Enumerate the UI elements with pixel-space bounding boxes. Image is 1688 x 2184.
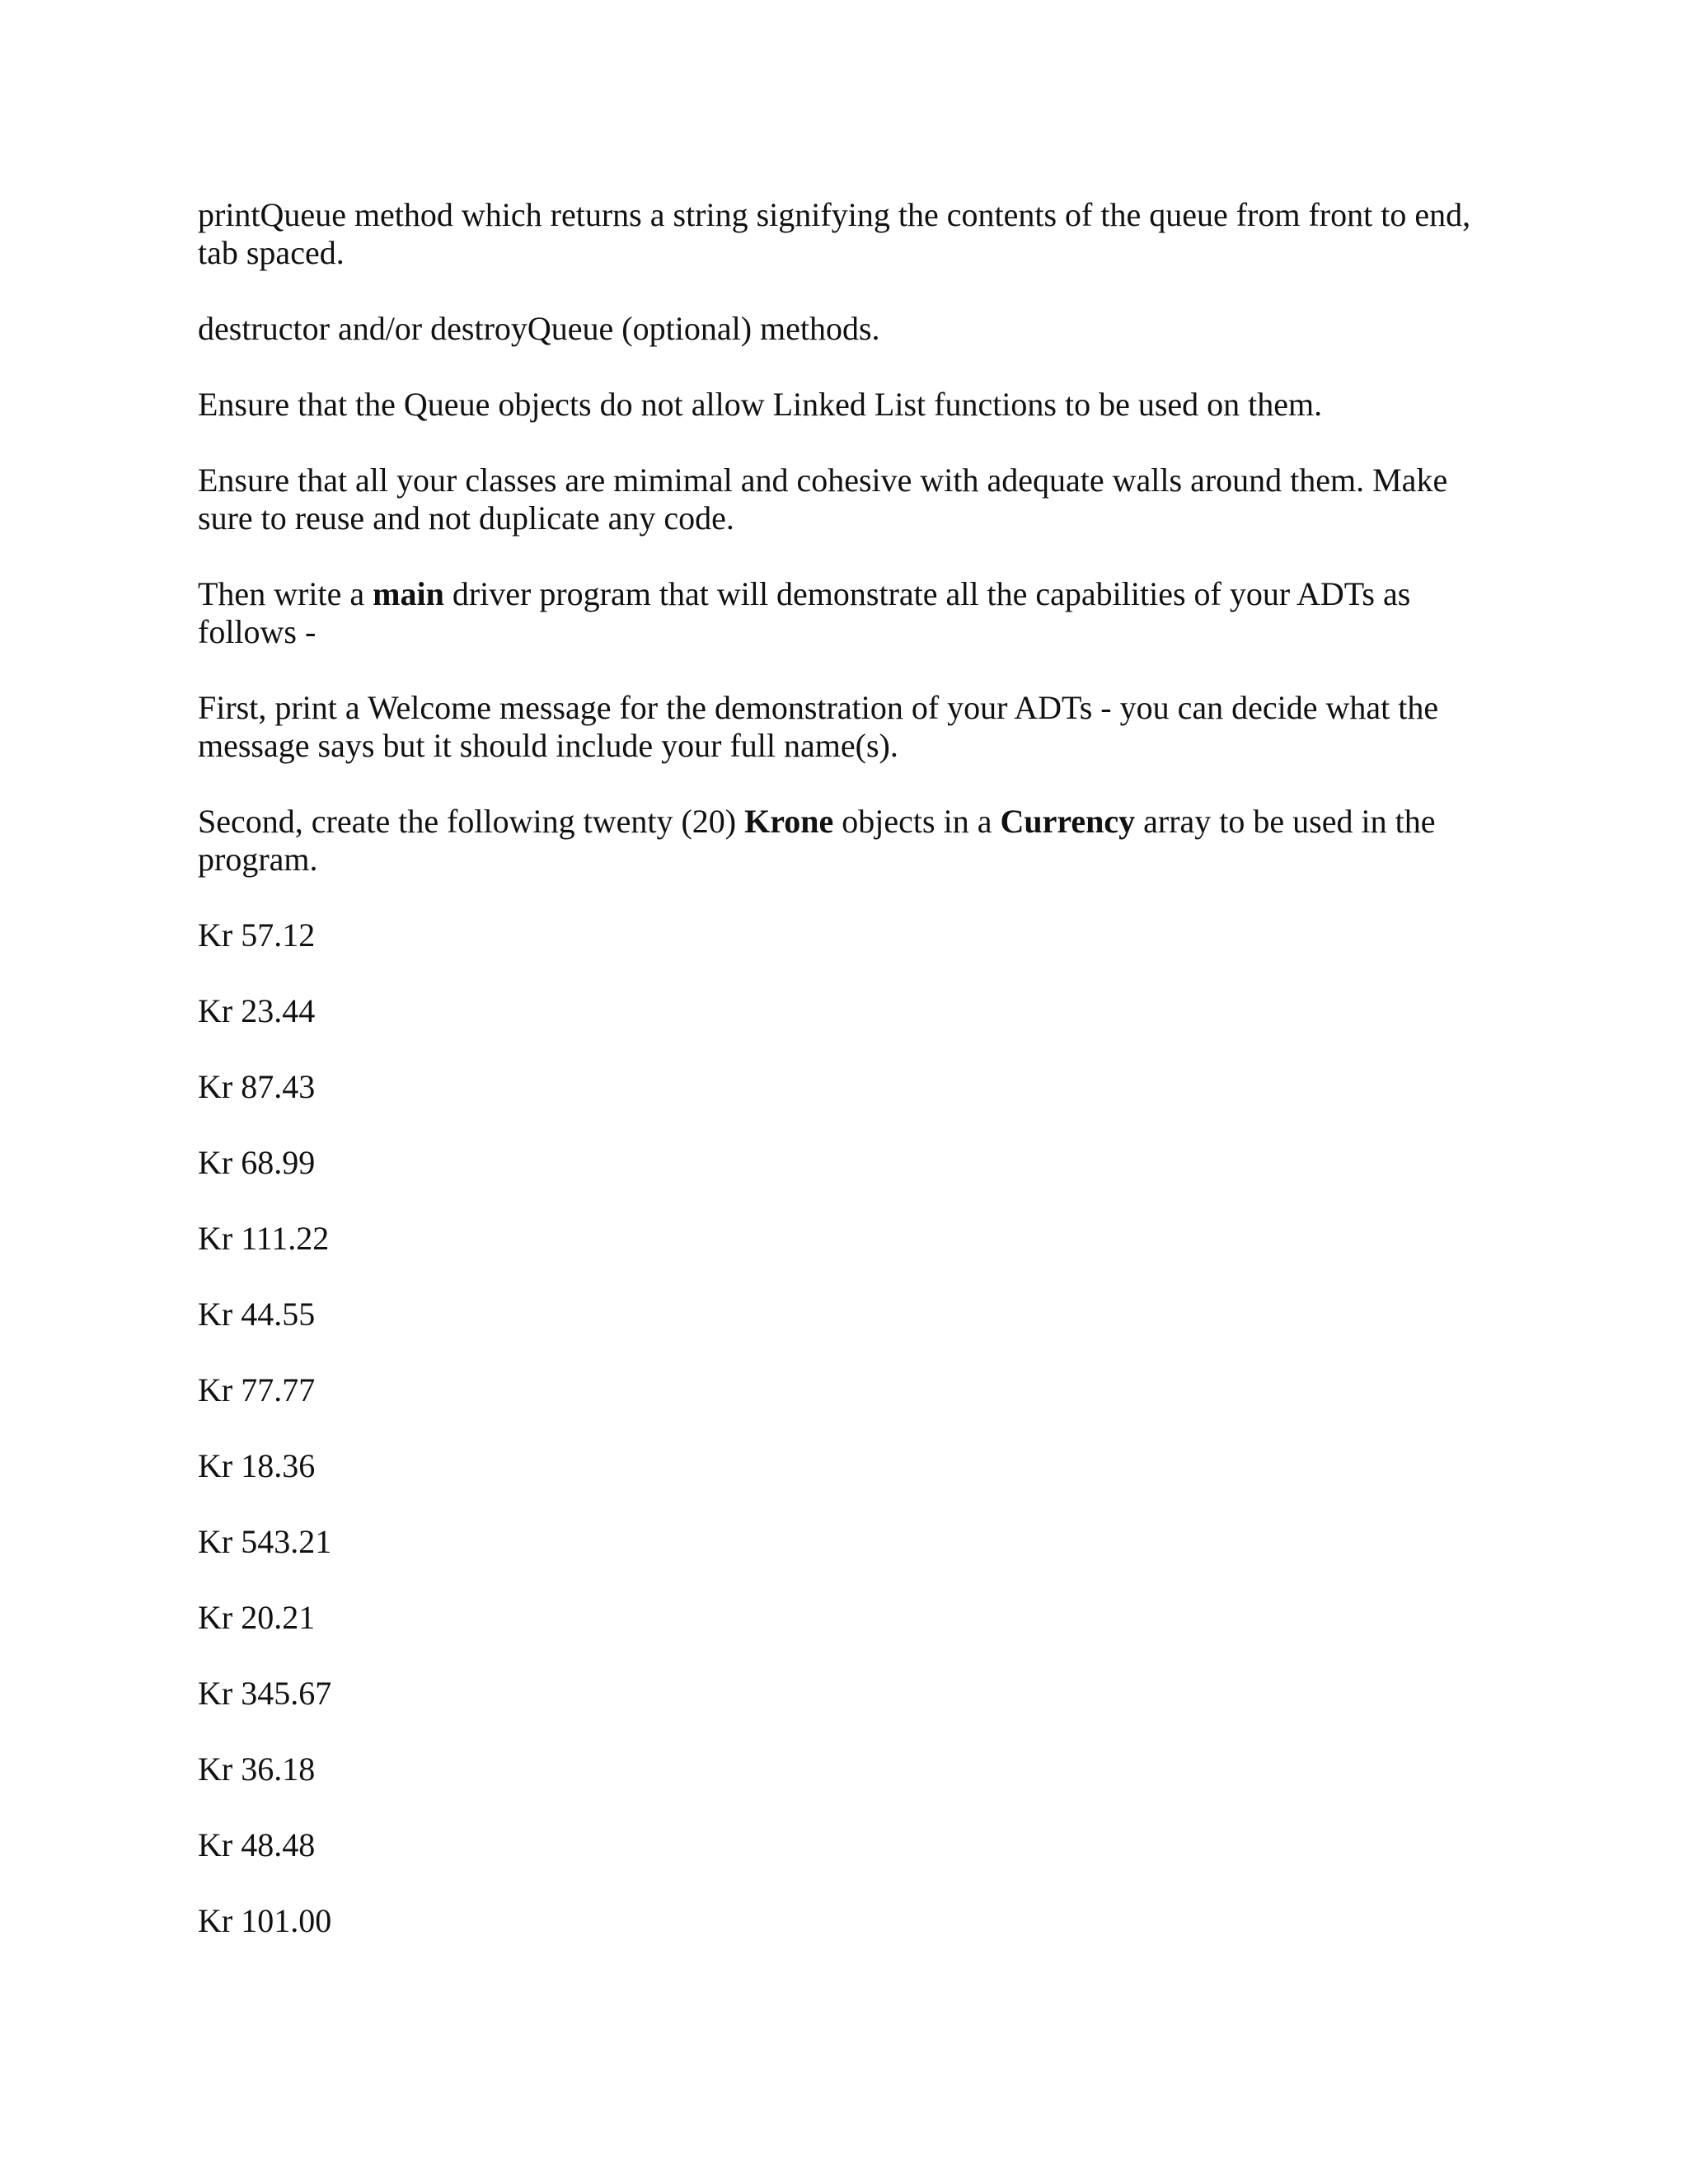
krone-amount: Kr 57.12	[198, 916, 316, 954]
krone-amount: Kr 48.48	[198, 1826, 316, 1863]
paragraph-first: First, print a Welcome message for the demonstration of your ADTs - you can decide what the message says but it should include your full name(s).	[198, 689, 1439, 764]
second-text-middle: objects in a	[833, 803, 1001, 840]
paragraph-ensure-queue: Ensure that the Queue objects do not allow Linked List functions to be used on them.	[198, 386, 1323, 423]
krone-amount: Kr 20.21	[198, 1599, 316, 1636]
krone-amount: Kr 87.43	[198, 1068, 316, 1105]
paragraph-second	[198, 803, 1492, 879]
krone-amount: Kr 36.18	[198, 1750, 316, 1788]
second-text-before: Second, create the following twenty (20)	[198, 803, 745, 840]
paragraph-main-driver	[198, 575, 1492, 651]
krone-amount-list	[198, 916, 1492, 1940]
main-driver-text-before: Then write a	[198, 575, 373, 612]
krone-amount: Kr 101.00	[198, 1902, 332, 1939]
krone-amount: Kr 68.99	[198, 1144, 316, 1181]
krone-amount: Kr 44.55	[198, 1296, 316, 1333]
krone-amount: Kr 23.44	[198, 992, 316, 1029]
paragraph-ensure-classes: Ensure that all your classes are mimimal and cohesive with adequate walls around them. Make sure to reuse and not duplicate any code.	[198, 462, 1448, 537]
second-text-after: array to be used in the program.	[198, 803, 1436, 878]
krone-amount: Kr 111.22	[198, 1220, 330, 1257]
document-page	[198, 196, 1492, 1978]
krone-amount: Kr 543.21	[198, 1523, 332, 1560]
main-driver-text-after: driver program that will demonstrate all the capabilities of your ADTs as follows -	[198, 575, 1411, 650]
paragraph-print-queue: printQueue method which returns a string signifying the contents of the queue from front to end, tab spaced.	[198, 196, 1471, 271]
currency-keyword: Currency	[1000, 803, 1136, 840]
krone-amount: Kr 77.77	[198, 1371, 316, 1408]
main-keyword: main	[373, 575, 444, 612]
krone-amount: Kr 345.67	[198, 1675, 332, 1712]
krone-amount: Kr 18.36	[198, 1447, 316, 1484]
krone-keyword: Krone	[744, 803, 834, 840]
paragraph-destructor: destructor and/or destroyQueue (optional) methods.	[198, 310, 880, 347]
